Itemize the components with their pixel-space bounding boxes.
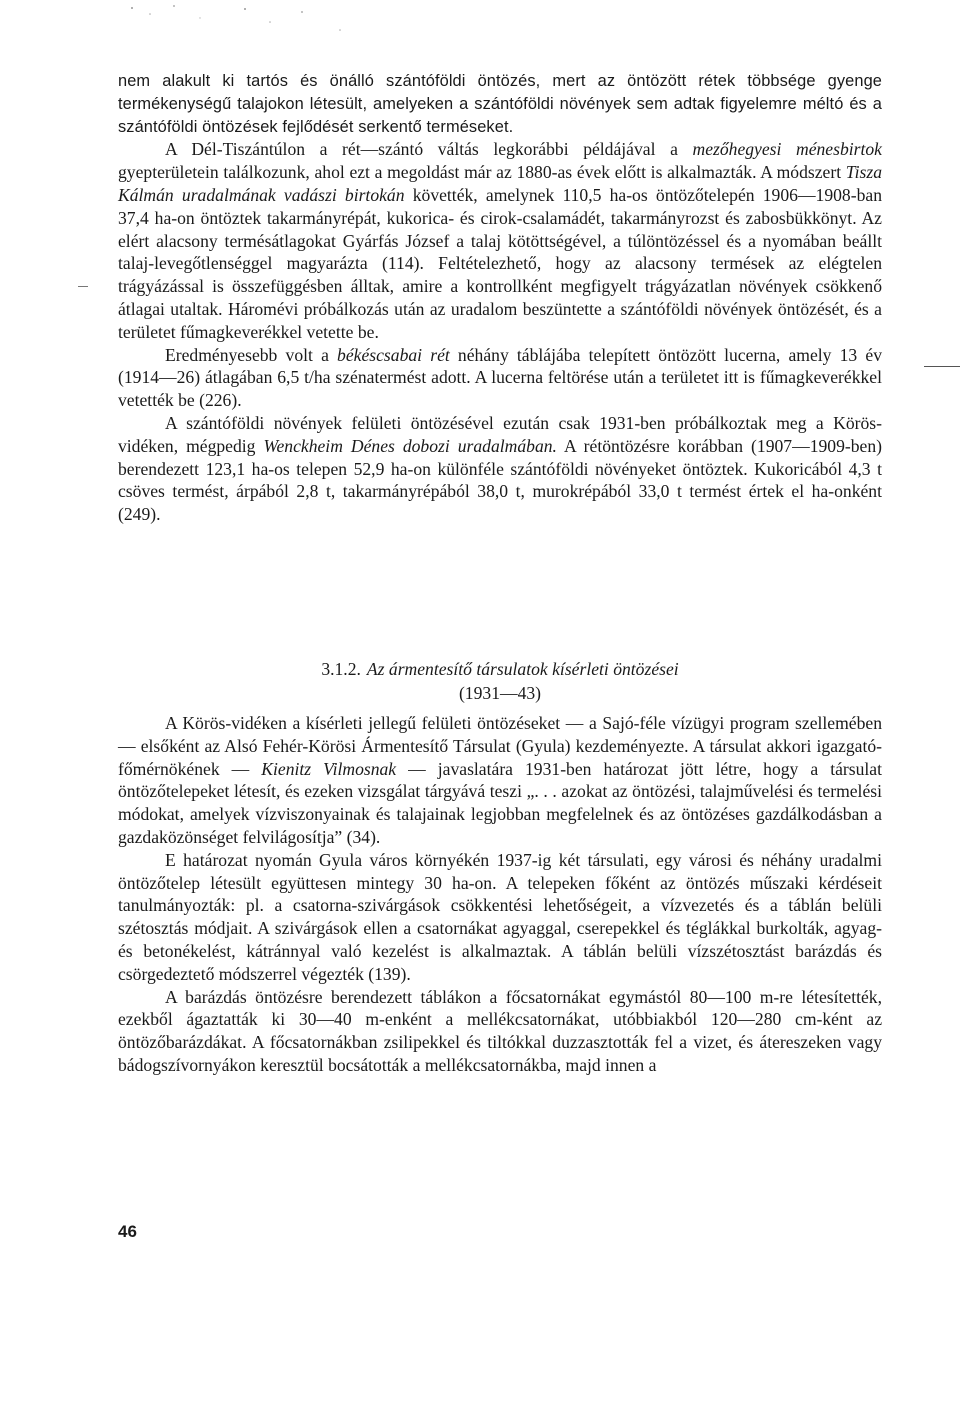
italic-run: békéscsabai rét: [337, 344, 450, 365]
text-run: A rétöntözésre korábban (1907—1909-ben) berendezett 123,1 ha-os telepen 52,9 ha-on különféle szántóföldi növényeket öntöztek. Kukoricából 4,3 t csöves termést, árpából 2,8 t, takarmányrépából 38,0 t, murokrépából 33,0 t termést értek el ha-onként (249).: [118, 435, 883, 525]
italic-run: Wenckheim Dénes dobozi uradalmában.: [263, 435, 557, 456]
text-run: — javaslatára 1931-ben határozat jött létre, hogy a társulat öntözőtelepeket létesít, és ezeken vizsgálat tárgyává teszi „. . . azokat az öntözési, talajművelési és termelési módokat, amelyek vízviszonyainak és talajainak legjobban megfelelnek és az öntözéses gazdálkodásban a gazdaközönséget felvilágosítja” (34).: [118, 758, 882, 847]
text-run: gyepterületein találkozunk, ahol ezt a megoldást már az 1880-as évek előtt is alkalmazták. A módszert: [118, 162, 846, 183]
paragraph: A barázdás öntözésre berendezett táblákon a főcsatornákat egymástól 80—100 m-re létesítették, ezekből ágaztatták ki 30—40 m-enként a mellékcsatornákat, utóbbiakból 120—280 cm-ként az öntözőbarázdákat. A főcsatornákban zsilipekkel és tiltókkal duzzasztották fel a vizet, és átereszeken vagy bádogszívornyákon keresztül bocsátották a mellékcsatornákba, majd innen a: [118, 986, 882, 1075]
text-run: A Körös-vidéken a kísérleti jellegű felületi öntözéseket — a Sajó-féle vízügyi program szellemében — elsőként az Alsó Fehér-Körösi Ármentesítő Társulat (Gyula) kezdeményezte. A társulat akkori igazgató-főmérnökének —: [118, 713, 882, 779]
margin-mark: [924, 366, 960, 367]
section-number: 3.1.2.: [321, 659, 361, 679]
paragraph: E határozat nyomán Gyula város környékén 1937-ig két társulati, egy városi és néhány uradalmi öntözőtelep létesült együttesen mintegy 30 ha-on. A telepeken főként az öntözés műszaki kérdéseit tanulmányozták: pl. a csatorna-szivárgások csökkentési lehetőségeit, a vízvezetés és a táblán belüli szétosztás módjait. A szivárgások ellen a csatornákat agyaggal, cserepekkel és téglákkal burkolták, agyag- és betonékelést, kátránnyal való kezelést is alkalmaztak. A táblán belüli vízszétosztást barázdás és csörgedeztető módszerrel végezték (139).: [118, 849, 882, 984]
section-title: Az ármentesítő társulatok kísérleti öntözései: [366, 659, 679, 679]
text-run: A szántóföldi növények felületi öntözésével ezután csak 1931-ben próbálkoztak meg a Körös-vidéken, mégpedig: [118, 412, 882, 456]
section-years: (1931—43): [458, 683, 542, 703]
paragraph: [118, 712, 882, 849]
margin-mark: [78, 286, 88, 287]
italic-run: Tisza Kálmán uradalmának vadászi birtokán: [118, 162, 882, 205]
paragraph: nem alakult ki tartós és önálló szántóföldi öntözés, mert az öntözött rétek többsége gyenge termékenységű talajokon létesült, amelyeken a szántóföldi növények sem adtak figyelemre méltó és a szántóföldi öntözések fejlődését serkentő terméseket.: [118, 72, 882, 136]
italic-run: mezőhegyesi ménesbirtok: [692, 139, 882, 160]
paragraph: [118, 344, 882, 412]
page-number: 46: [118, 1222, 137, 1241]
italic-run: Kienitz Vilmosnak: [261, 758, 397, 779]
text-run: néhány táblájába telepített öntözött lucerna, amely 13 év (1914—26) átlagában 6,5 t/ha szénatermést adott. A lucerna feltörése után a területet itt is fűmagkeverékkel vetették be (226).: [118, 344, 882, 411]
paragraph: [118, 138, 882, 343]
section-heading: [118, 658, 882, 681]
scan-noise-specks: [40, 0, 380, 40]
body-text-bottom: [118, 712, 882, 1077]
text-run: A Dél-Tiszántúlon a rét—szántó váltás legkorábbi példájával a: [165, 139, 693, 160]
text-run: követték, amelynek 110,5 ha-os öntözőtelepén 1906—1908-ban 37,4 ha-on öntöztek takarmányrépát, kukorica- és cirok-csalamádét, takarmányrozst és zabosbükkönyt. Az elért alacsony termésátlagokat Gyárfás József a talaj kötöttségével, a túlöntözéssel és a nyomában beállt talaj-levegőtlenséggel magyarázta (114). Feltételezhető, hogy az alacsony termések az elégtelen trágyázással is összefüggésben álltak, amire a kontrollként megfigyelt trágyázatlan növények csökkenő átlagai utaltak. Háromévi próbálkozás után az uradalom beszüntette a szántóföldi növények öntözését, és a területet fűmagkeverékkel vetette be.: [118, 184, 882, 342]
body-text-top: [118, 70, 882, 526]
text-run: Eredményesebb volt a: [165, 344, 338, 365]
paragraph: [118, 412, 882, 526]
